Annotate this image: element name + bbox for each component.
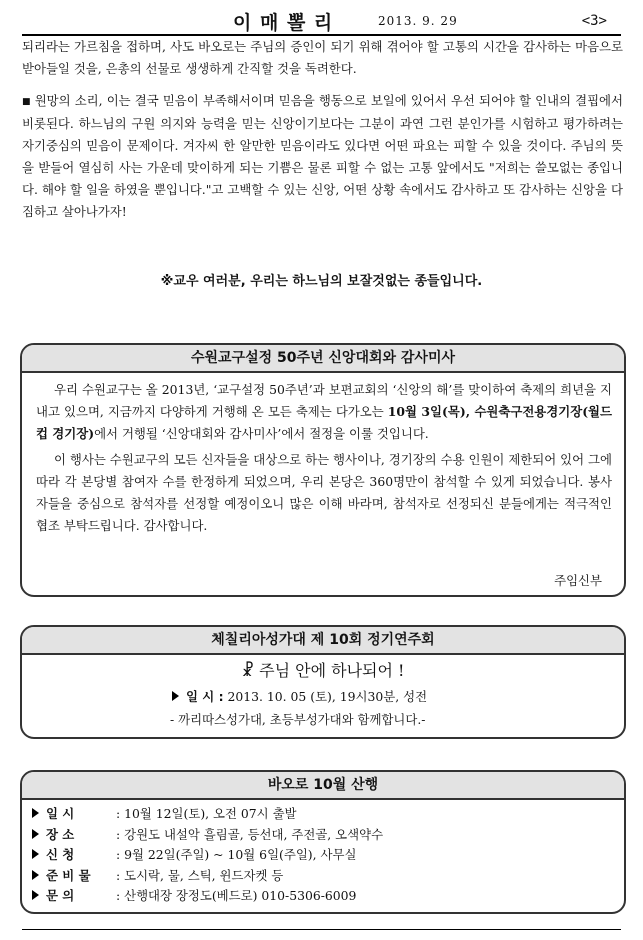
hiking-row-label: 신 청 (46, 847, 75, 862)
event-highlight: 10월 3일(목), 수원축구전용경기장(월드컵 경기장) (36, 404, 612, 441)
hiking-row-label: 장 소 (46, 826, 75, 842)
hiking-row (32, 825, 383, 846)
hiking-row-label: 준 비 물 (46, 867, 91, 883)
newsletter-title: 이 매 뽈 리 (233, 12, 334, 34)
arrow-bullet-icon (32, 849, 39, 859)
chi-rho-icon: ☧ (241, 661, 255, 680)
hiking-row-value: : 강원도 내설악 흘림골, 등선대, 주전골, 오색약수 (116, 826, 384, 842)
arrow-bullet-icon (32, 829, 39, 839)
arrow-bullet-icon (172, 691, 179, 701)
hiking-row-label: 문 의 (46, 888, 75, 903)
intro-paragraph-2 (22, 90, 623, 223)
concert-theme (22, 658, 624, 681)
hiking-row-value: : 9월 22일(주일) ~ 10월 6일(주일), 사무실 (116, 847, 357, 862)
page-number: <3> (581, 13, 607, 29)
concert-time-value: 2013. 10. 05 (토), 19시30분, 성전 (227, 689, 428, 704)
concert-note: - 까리따스성가대, 초등부성가대와 함께합니다.- (170, 712, 426, 727)
hiking-row-value: : 10월 12일(토), 오전 07시 출발 (116, 806, 297, 821)
intro-paragraph-2-text: 원망의 소리, 이는 결국 믿음이 부족해서이며 믿음을 행동으로 보일에 있어서 우선 되어야 할 인내의 결핍에서 비롯된다. 하느님의 구원 의지와 능력을 믿는 신앙이기보다는 그분이 과연 그런 분인가를 시험하고 평가하려는 자기중심의 믿음이 문제이다. 겨자씨 한 알만한 믿음이라도 있다면 어떤 파요는 피할 수 있을 것이다. 주님의 뜻을 받들어 열심히 사는 가운데 맞이하게 되는 기쁨은 물론 피할 수 없는 고통 앞에서도 "저희는 쓸모없는 종입니다. 해야 할 일을 하였을 뿐입니다."고 고백할 수 있는 신앙, 어떤 상황 속에서도 감사하고 또 감사하는 신앙을 다짐하고 살아나가자! (22, 93, 623, 219)
page-header (22, 6, 621, 36)
square-bullet-icon: ■ (22, 97, 31, 107)
hiking-row (32, 845, 383, 866)
event-box-hiking (20, 770, 626, 914)
event-box-concert (20, 625, 626, 739)
hiking-row-value: : 도시락, 물, 스틱, 윈드자켓 등 (116, 867, 284, 883)
event-paragraph-1 (36, 379, 612, 445)
arrow-bullet-icon (32, 870, 39, 880)
event-text: 에서 거행될 ‘신앙대회와 감사미사’에서 절정을 이룰 것입니다. (94, 426, 429, 441)
event-title-diocese: 수원교구설정 50주년 신앙대회와 감사미사 (22, 345, 624, 373)
hiking-row (32, 804, 383, 825)
issue-date: 2013. 9. 29 (378, 14, 458, 28)
event-box-diocese (20, 343, 626, 597)
hiking-row-value: : 산행대장 장정도(베드로) 010-5306-6009 (116, 888, 357, 903)
event-paragraph-2: 이 행사는 수원교구의 모든 신자들을 대상으로 하는 행사이나, 경기장의 수용 인원이 제한되어 있어 그에 따라 각 본당별 참여자 수를 한정하게 되었으며, 우리 본당은 360명만이 참석할 수 있게 되었습니다. 봉사자들을 중심으로 참석자를 선정할 예정이오니 많은 이해 바라며, 참석자로 선정되신 분들에게는 적극적인 협조 부탁드립니다. 감사합니다. (36, 452, 612, 533)
footer-rule (22, 929, 621, 930)
hiking-row (32, 886, 383, 907)
event-title-concert: 체칠리아성가대 제 10회 정기연주회 (22, 627, 624, 655)
arrow-bullet-icon (32, 808, 39, 818)
event-title-hiking: 바오로 10월 산행 (22, 772, 624, 800)
concert-time-label: 일 시 : (186, 689, 224, 704)
signature: 주임신부 (554, 573, 602, 588)
hiking-details (32, 804, 383, 907)
slogan: ※교우 여러분, 우리는 하느님의 보잘것없는 종들입니다. (160, 274, 483, 289)
arrow-bullet-icon (32, 890, 39, 900)
hiking-row-label: 일 시 (46, 806, 75, 821)
concert-theme-text: 주님 안에 하나되어 ! (259, 661, 405, 680)
hiking-row (32, 866, 383, 887)
intro-paragraph-1: 되리라는 가르침을 접하며, 사도 바오로는 주님의 증인이 되기 위해 겪어야 할 고통의 시간을 감사하는 마음으로 받아들일 것을, 은총의 선물로 생생하게 간직할 것을 독려한다. (22, 39, 623, 76)
concert-time-row (172, 687, 427, 705)
event-body-diocese (36, 379, 612, 541)
event-text: 우리 수원교구는 올 2013년, ‘교구설정 50주년’과 보편교회의 ‘신앙의 해’를 맞이하여 축제의 희년을 지내고 있으며, 지금까지 다양하게 거행해 온 모든 축제는 다가오는 (36, 382, 612, 419)
